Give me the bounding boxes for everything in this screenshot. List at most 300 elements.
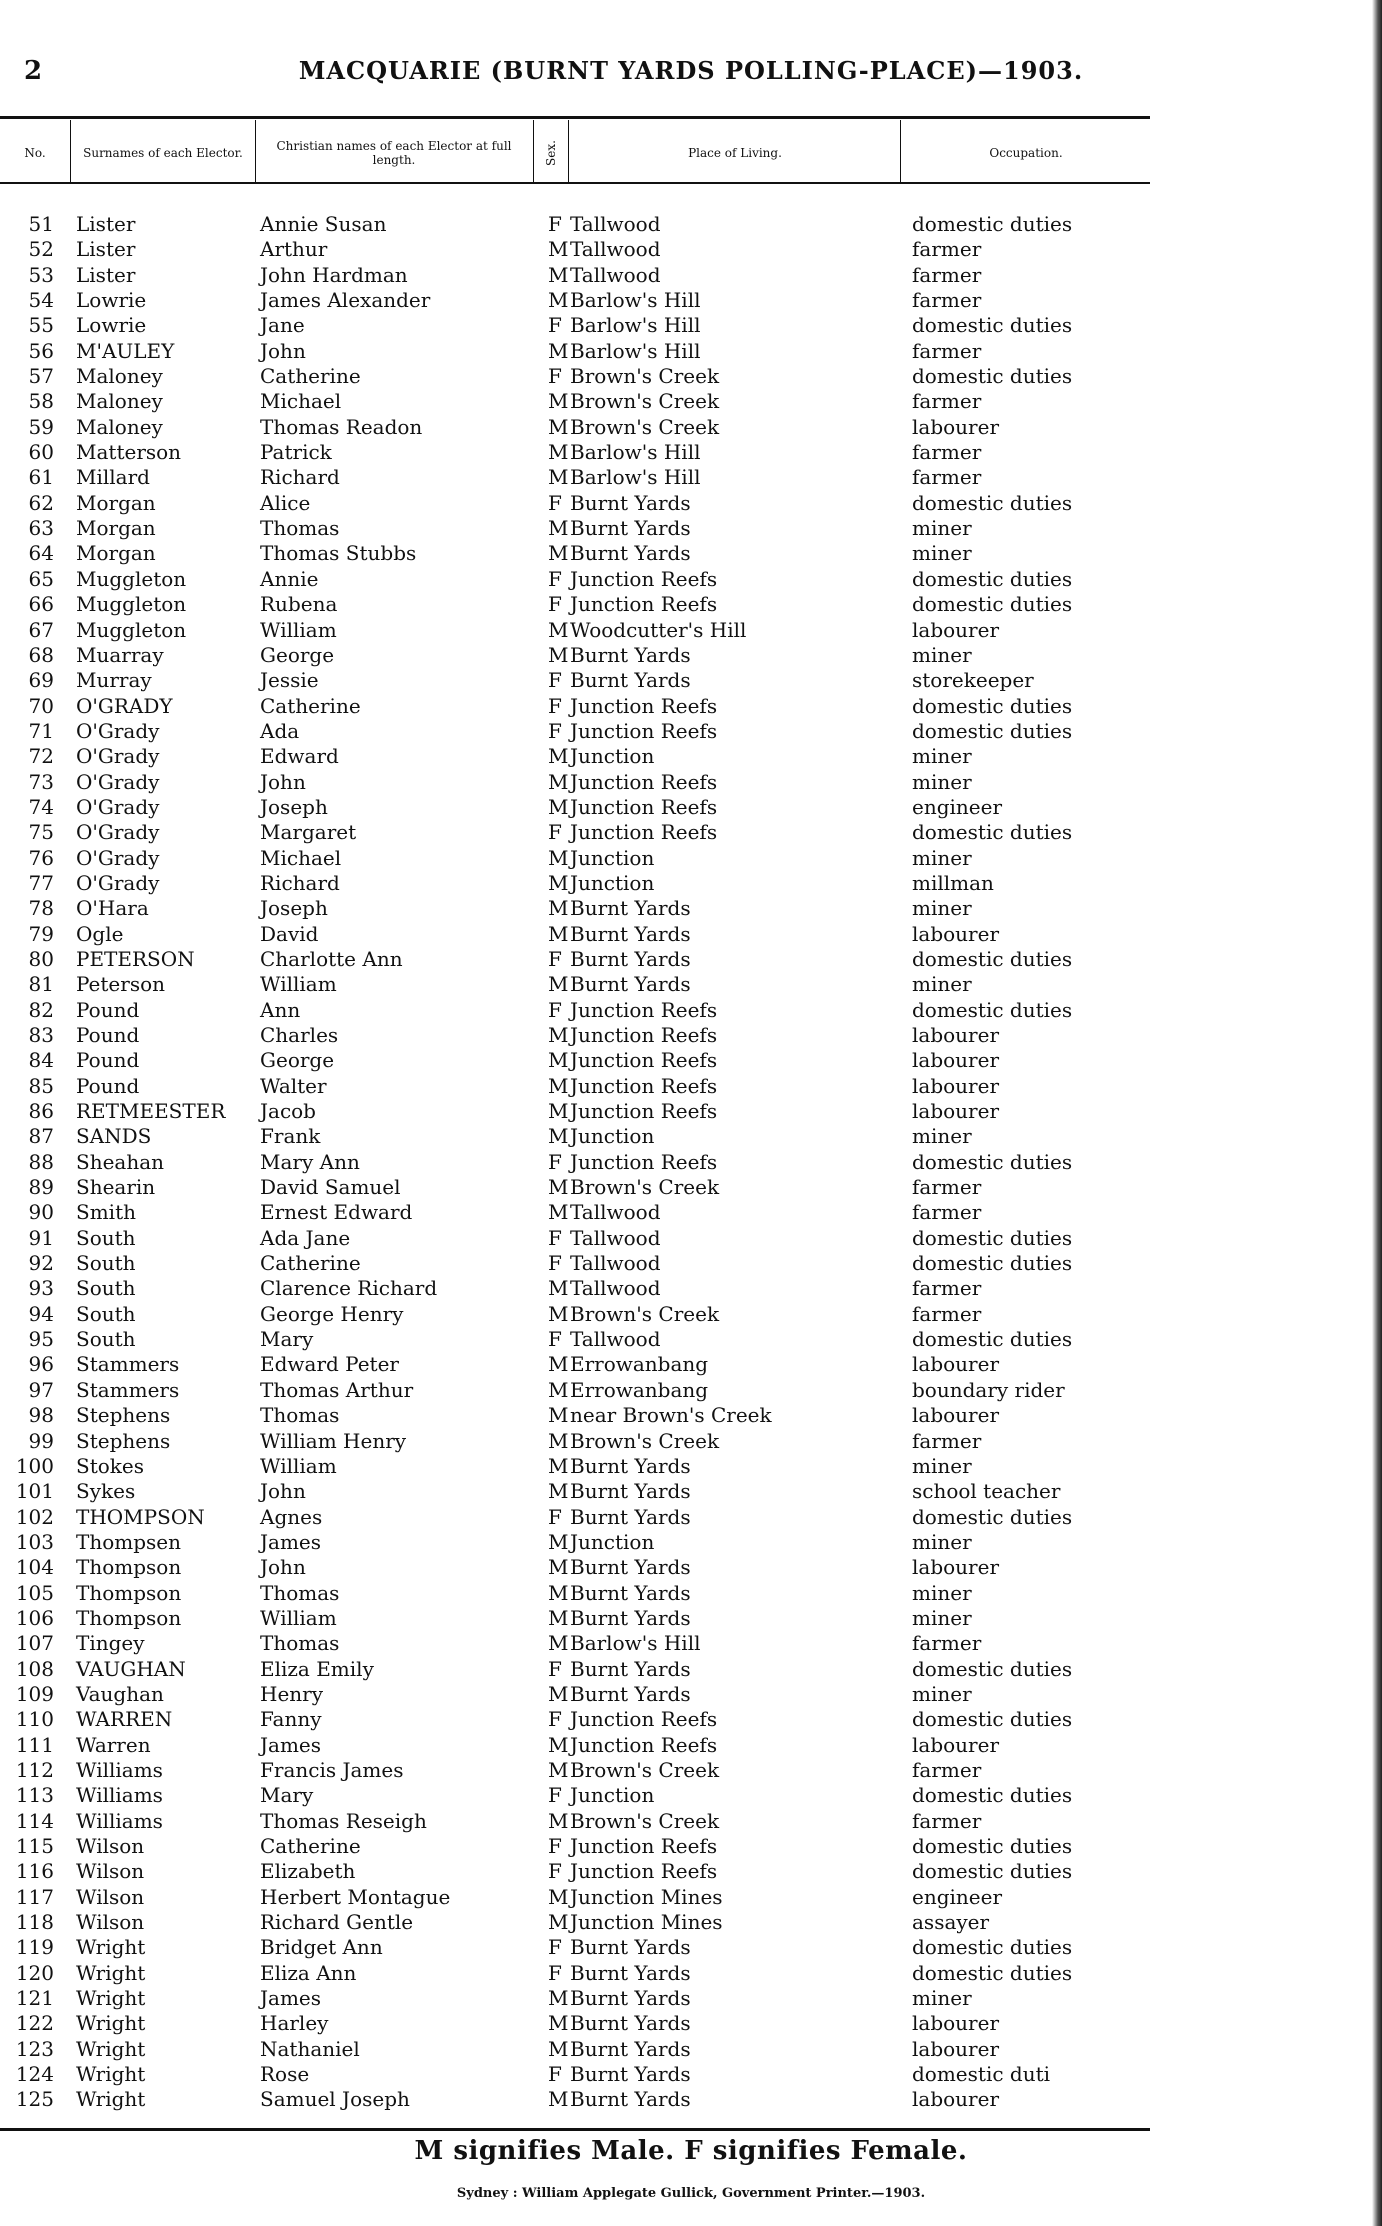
- elector-surname: WARREN: [76, 1707, 173, 1732]
- elector-christian-names: Alice: [260, 490, 311, 515]
- elector-christian-names: Margaret: [260, 820, 357, 845]
- elector-occupation: labourer: [912, 1403, 1000, 1428]
- table-row: [0, 1150, 1150, 1175]
- elector-place-of-living: Junction Reefs: [570, 1099, 718, 1124]
- elector-number: 51: [28, 212, 54, 236]
- elector-surname: Williams: [76, 1757, 163, 1782]
- elector-occupation: miner: [912, 642, 972, 667]
- elector-number: 92: [28, 1251, 54, 1276]
- elector-number: 77: [28, 870, 54, 895]
- elector-sex: F: [548, 1935, 562, 1960]
- elector-number: 117: [15, 1884, 54, 1909]
- elector-sex: M: [548, 870, 569, 895]
- elector-sex: M: [548, 2011, 569, 2036]
- elector-christian-names: Richard: [260, 870, 340, 895]
- table-row: [0, 1809, 1150, 1834]
- elector-christian-names: Thomas Readon: [260, 414, 423, 439]
- elector-sex: M: [548, 414, 569, 439]
- elector-number: 114: [15, 1808, 54, 1833]
- table-row: [0, 1758, 1150, 1783]
- elector-sex: F: [548, 364, 562, 389]
- elector-sex: M: [548, 1403, 569, 1428]
- elector-sex: M: [548, 1276, 569, 1301]
- table-row: [0, 1910, 1150, 1935]
- elector-number: 105: [15, 1580, 54, 1605]
- elector-christian-names: Catherine: [260, 364, 361, 389]
- elector-surname: South: [76, 1301, 136, 1326]
- elector-number: 110: [15, 1707, 54, 1732]
- elector-christian-names: William Henry: [260, 1428, 407, 1453]
- elector-place-of-living: Tallwood: [570, 1327, 661, 1352]
- elector-number: 70: [28, 693, 54, 718]
- elector-occupation: domestic duties: [912, 1783, 1073, 1808]
- elector-sex: M: [548, 617, 569, 642]
- elector-place-of-living: Junction: [570, 1529, 655, 1554]
- table-row: [0, 1175, 1150, 1200]
- elector-christian-names: Richard: [260, 465, 340, 490]
- elector-christian-names: Henry: [260, 1681, 324, 1706]
- elector-number: 104: [15, 1555, 54, 1580]
- elector-place-of-living: Junction Mines: [570, 1884, 723, 1909]
- elector-place-of-living: Junction Reefs: [570, 693, 718, 718]
- elector-surname: Williams: [76, 1783, 163, 1808]
- elector-christian-names: Eliza Ann: [260, 1960, 357, 1985]
- elector-surname: Wright: [76, 1986, 146, 2011]
- elector-place-of-living: Junction: [570, 1124, 655, 1149]
- elector-place-of-living: Burnt Yards: [570, 1986, 691, 2011]
- table-row: [0, 440, 1150, 465]
- elector-christian-names: Fanny: [260, 1707, 322, 1732]
- elector-surname: Tingey: [76, 1631, 145, 1656]
- elector-number: 113: [15, 1783, 54, 1808]
- elector-surname: Matterson: [76, 440, 182, 465]
- elector-surname: Morgan: [76, 541, 156, 566]
- elector-place-of-living: Junction Reefs: [570, 1073, 718, 1098]
- elector-sex: M: [548, 972, 569, 997]
- elector-occupation: miner: [912, 541, 972, 566]
- elector-occupation: domestic duties: [912, 997, 1073, 1022]
- elector-number: 72: [28, 744, 54, 769]
- elector-sex: M: [548, 1986, 569, 2011]
- elector-surname: Wilson: [76, 1884, 145, 1909]
- elector-occupation: miner: [912, 1580, 972, 1605]
- elector-sex: M: [548, 642, 569, 667]
- elector-sex: M: [548, 541, 569, 566]
- elector-christian-names: Thomas: [260, 1580, 340, 1605]
- elector-christian-names: Catherine: [260, 693, 361, 718]
- elector-christian-names: James: [260, 1986, 322, 2011]
- elector-christian-names: Walter: [260, 1073, 327, 1098]
- table-row: [0, 1859, 1150, 1884]
- elector-surname: Stokes: [76, 1453, 144, 1478]
- table-row: [0, 1352, 1150, 1377]
- elector-number: 91: [28, 1225, 54, 1250]
- elector-place-of-living: Burnt Yards: [570, 642, 691, 667]
- table-row: [0, 871, 1150, 896]
- elector-christian-names: Catherine: [260, 1834, 361, 1858]
- elector-occupation: domestic duti: [912, 2062, 1051, 2087]
- elector-christian-names: Ada Jane: [260, 1225, 351, 1250]
- table-row: [0, 1403, 1150, 1428]
- elector-christian-names: Michael: [260, 389, 342, 414]
- elector-place-of-living: Burnt Yards: [570, 516, 691, 541]
- elector-number: 93: [28, 1276, 54, 1301]
- elector-surname: RETMEESTER: [76, 1099, 226, 1124]
- elector-sex: F: [548, 1859, 562, 1884]
- elector-sex: M: [548, 1073, 569, 1098]
- table-row: [0, 896, 1150, 921]
- elector-number: 89: [28, 1175, 54, 1200]
- elector-surname: Lowrie: [76, 288, 147, 313]
- elector-occupation: miner: [912, 1986, 972, 2011]
- table-row: [0, 1479, 1150, 1504]
- elector-surname: Smith: [76, 1200, 136, 1225]
- table-row: [0, 1074, 1150, 1099]
- elector-surname: O'Grady: [76, 870, 160, 895]
- elector-number: 124: [15, 2062, 54, 2087]
- table-row: [0, 1783, 1150, 1808]
- elector-sex: M: [548, 1529, 569, 1554]
- elector-occupation: domestic duties: [912, 1656, 1073, 1681]
- elector-number: 120: [15, 1960, 54, 1985]
- elector-place-of-living: Brown's Creek: [570, 1757, 720, 1782]
- table-row: [0, 263, 1150, 288]
- elector-place-of-living: Tallwood: [570, 212, 661, 236]
- elector-sex: M: [548, 262, 569, 287]
- elector-number: 80: [28, 946, 54, 971]
- elector-occupation: labourer: [912, 1352, 1000, 1377]
- elector-number: 83: [28, 1023, 54, 1047]
- elector-surname: O'Grady: [76, 820, 160, 845]
- elector-occupation: miner: [912, 896, 972, 921]
- elector-sex: M: [548, 1555, 569, 1580]
- table-row: [0, 237, 1150, 262]
- elector-place-of-living: Junction: [570, 1783, 655, 1808]
- elector-number: 66: [28, 592, 54, 617]
- elector-surname: Stephens: [76, 1403, 171, 1428]
- elector-occupation: labourer: [912, 921, 1000, 946]
- elector-occupation: labourer: [912, 1555, 1000, 1580]
- elector-sex: F: [548, 668, 562, 693]
- elector-place-of-living: Junction Reefs: [570, 1023, 718, 1047]
- elector-christian-names: Eliza Emily: [260, 1656, 374, 1681]
- table-top-rule: [0, 116, 1150, 119]
- elector-number: 96: [28, 1352, 54, 1377]
- elector-surname: O'Hara: [76, 896, 149, 921]
- elector-surname: Pound: [76, 997, 140, 1022]
- elector-surname: Wright: [76, 1960, 146, 1985]
- elector-sex: M: [548, 1808, 569, 1833]
- elector-occupation: domestic duties: [912, 490, 1073, 515]
- table-row: [0, 465, 1150, 490]
- elector-place-of-living: Junction: [570, 870, 655, 895]
- elector-place-of-living: Junction Reefs: [570, 592, 718, 617]
- elector-christian-names: Nathaniel: [260, 2036, 360, 2061]
- elector-occupation: labourer: [912, 1073, 1000, 1098]
- elector-place-of-living: Burnt Yards: [570, 1960, 691, 1985]
- elector-surname: South: [76, 1225, 136, 1250]
- elector-occupation: domestic duties: [912, 820, 1073, 845]
- elector-sex: M: [548, 440, 569, 465]
- elector-place-of-living: Junction Reefs: [570, 820, 718, 845]
- elector-christian-names: Richard Gentle: [260, 1910, 414, 1935]
- elector-number: 109: [15, 1681, 54, 1706]
- elector-number: 108: [15, 1656, 54, 1681]
- elector-occupation: labourer: [912, 617, 1000, 642]
- elector-occupation: domestic duties: [912, 1225, 1073, 1250]
- elector-number: 125: [15, 2087, 54, 2112]
- table-row: [0, 1631, 1150, 1656]
- elector-occupation: domestic duties: [912, 1960, 1073, 1985]
- elector-sex: F: [548, 2062, 562, 2087]
- elector-number: 90: [28, 1200, 54, 1225]
- elector-place-of-living: Junction Reefs: [570, 769, 718, 794]
- elector-number: 94: [28, 1301, 54, 1326]
- elector-sex: M: [548, 338, 569, 363]
- elector-occupation: domestic duties: [912, 592, 1073, 617]
- elector-number: 115: [15, 1834, 54, 1858]
- elector-place-of-living: Tallwood: [570, 1225, 661, 1250]
- table-row: [0, 1454, 1150, 1479]
- elector-occupation: farmer: [912, 1631, 982, 1656]
- elector-place-of-living: Junction Reefs: [570, 1834, 718, 1858]
- elector-occupation: miner: [912, 1453, 972, 1478]
- column-divider: [568, 120, 569, 182]
- elector-place-of-living: Barlow's Hill: [570, 313, 701, 338]
- elector-surname: Thompsen: [76, 1529, 182, 1554]
- elector-occupation: domestic duties: [912, 718, 1073, 743]
- elector-sex: M: [548, 516, 569, 541]
- elector-surname: Pound: [76, 1073, 140, 1098]
- elector-surname: VAUGHAN: [76, 1656, 186, 1681]
- elector-christian-names: Joseph: [260, 794, 328, 819]
- table-row: [0, 415, 1150, 440]
- elector-number: 63: [28, 516, 54, 541]
- elector-place-of-living: Junction Reefs: [570, 718, 718, 743]
- elector-sex: M: [548, 288, 569, 313]
- elector-christian-names: Edward Peter: [260, 1352, 399, 1377]
- elector-occupation: labourer: [912, 2011, 1000, 2036]
- elector-place-of-living: Brown's Creek: [570, 364, 720, 389]
- elector-place-of-living: Brown's Creek: [570, 1808, 720, 1833]
- elector-sex: F: [548, 946, 562, 971]
- table-row: [0, 1200, 1150, 1225]
- elector-number: 98: [28, 1403, 54, 1428]
- elector-number: 118: [15, 1910, 54, 1935]
- elector-occupation: miner: [912, 1605, 972, 1630]
- elector-occupation: farmer: [912, 1301, 982, 1326]
- elector-sex: F: [548, 718, 562, 743]
- elector-occupation: labourer: [912, 1023, 1000, 1047]
- table-row: [0, 795, 1150, 820]
- elector-christian-names: Annie: [260, 566, 319, 591]
- elector-occupation: engineer: [912, 794, 1003, 819]
- elector-surname: South: [76, 1327, 136, 1352]
- table-row: [0, 1581, 1150, 1606]
- elector-occupation: domestic duties: [912, 566, 1073, 591]
- elector-surname: Stammers: [76, 1352, 180, 1377]
- elector-place-of-living: Burnt Yards: [570, 2062, 691, 2087]
- elector-sex: M: [548, 744, 569, 769]
- elector-sex: M: [548, 1200, 569, 1225]
- elector-place-of-living: Brown's Creek: [570, 414, 720, 439]
- elector-occupation: millman: [912, 870, 994, 895]
- elector-place-of-living: Burnt Yards: [570, 1453, 691, 1478]
- elector-number: 121: [15, 1986, 54, 2011]
- elector-occupation: miner: [912, 744, 972, 769]
- elector-christian-names: James: [260, 1732, 322, 1757]
- elector-surname: Maloney: [76, 389, 163, 414]
- elector-sex: M: [548, 1605, 569, 1630]
- elector-occupation: farmer: [912, 389, 982, 414]
- elector-number: 76: [28, 845, 54, 870]
- table-row: [0, 313, 1150, 338]
- elector-number: 99: [28, 1428, 54, 1453]
- table-row: [0, 1707, 1150, 1732]
- table-row: [0, 1124, 1150, 1149]
- header-sex-label: Sex.: [544, 140, 558, 166]
- elector-occupation: domestic duties: [912, 212, 1073, 236]
- elector-occupation: farmer: [912, 262, 982, 287]
- elector-occupation: domestic duties: [912, 1935, 1073, 1960]
- elector-occupation: labourer: [912, 1048, 1000, 1073]
- elector-number: 69: [28, 668, 54, 693]
- elector-christian-names: Thomas: [260, 1631, 340, 1656]
- elector-place-of-living: Junction Reefs: [570, 1149, 718, 1174]
- table-row: [0, 2011, 1150, 2036]
- elector-number: 57: [28, 364, 54, 389]
- table-row: [0, 1505, 1150, 1530]
- elector-occupation: farmer: [912, 1428, 982, 1453]
- table-row: [0, 1302, 1150, 1327]
- elector-surname: Williams: [76, 1808, 163, 1833]
- elector-number: 54: [28, 288, 54, 313]
- elector-christian-names: John: [260, 1479, 306, 1504]
- page-number: 2: [24, 56, 43, 86]
- elector-occupation: miner: [912, 1529, 972, 1554]
- elector-occupation: farmer: [912, 1175, 982, 1200]
- elector-christian-names: Edward: [260, 744, 339, 769]
- table-row: [0, 389, 1150, 414]
- elector-christian-names: Rose: [260, 2062, 310, 2087]
- elector-christian-names: Jane: [260, 313, 305, 338]
- elector-surname: THOMPSON: [76, 1504, 205, 1529]
- elector-christian-names: Arthur: [260, 237, 328, 262]
- elector-place-of-living: Woodcutter's Hill: [570, 617, 747, 642]
- elector-surname: O'Grady: [76, 718, 160, 743]
- elector-surname: Wright: [76, 2036, 146, 2061]
- elector-surname: Lister: [76, 212, 136, 236]
- column-divider: [70, 120, 71, 182]
- table-row: [0, 364, 1150, 389]
- elector-surname: Wilson: [76, 1859, 145, 1884]
- elector-sex: M: [548, 1884, 569, 1909]
- elector-sex: F: [548, 1251, 562, 1276]
- elector-christian-names: Clarence Richard: [260, 1276, 438, 1301]
- elector-christian-names: Catherine: [260, 1251, 361, 1276]
- elector-christian-names: Annie Susan: [260, 212, 387, 236]
- elector-sex: M: [548, 1681, 569, 1706]
- elector-christian-names: James: [260, 1529, 322, 1554]
- elector-occupation: domestic duties: [912, 1149, 1073, 1174]
- elector-place-of-living: Burnt Yards: [570, 896, 691, 921]
- elector-sex: M: [548, 921, 569, 946]
- table-row: [0, 1733, 1150, 1758]
- elector-number: 95: [28, 1327, 54, 1352]
- elector-sex: M: [548, 465, 569, 490]
- elector-number: 106: [15, 1605, 54, 1630]
- elector-occupation: domestic duties: [912, 1327, 1073, 1352]
- table-row: [0, 1378, 1150, 1403]
- elector-number: 68: [28, 642, 54, 667]
- elector-number: 116: [15, 1859, 54, 1884]
- elector-sex: M: [548, 1453, 569, 1478]
- elector-sex: F: [548, 490, 562, 515]
- elector-place-of-living: Junction Reefs: [570, 1707, 718, 1732]
- elector-sex: M: [548, 1479, 569, 1504]
- elector-place-of-living: Burnt Yards: [570, 972, 691, 997]
- elector-christian-names: Mary: [260, 1327, 314, 1352]
- elector-christian-names: Michael: [260, 845, 342, 870]
- elector-sex: M: [548, 896, 569, 921]
- elector-christian-names: Ernest Edward: [260, 1200, 413, 1225]
- elector-place-of-living: Burnt Yards: [570, 490, 691, 515]
- elector-surname: Wright: [76, 2062, 146, 2087]
- elector-place-of-living: Barlow's Hill: [570, 288, 701, 313]
- elector-occupation: assayer: [912, 1910, 990, 1935]
- elector-sex: M: [548, 1352, 569, 1377]
- elector-place-of-living: Burnt Yards: [570, 2011, 691, 2036]
- elector-number: 103: [15, 1529, 54, 1554]
- elector-christian-names: Herbert Montague: [260, 1884, 451, 1909]
- elector-number: 86: [28, 1099, 54, 1124]
- elector-christian-names: Thomas: [260, 516, 340, 541]
- elector-surname: Pound: [76, 1023, 140, 1047]
- elector-occupation: miner: [912, 972, 972, 997]
- table-row: [0, 1834, 1150, 1859]
- elector-place-of-living: Burnt Yards: [570, 1555, 691, 1580]
- table-row: [0, 491, 1150, 516]
- elector-number: 101: [15, 1479, 54, 1504]
- elector-surname: Maloney: [76, 414, 163, 439]
- elector-number: 71: [28, 718, 54, 743]
- table-row: [0, 1986, 1150, 2011]
- elector-occupation: miner: [912, 845, 972, 870]
- elector-place-of-living: Tallwood: [570, 237, 661, 262]
- elector-place-of-living: Errowanbang: [570, 1377, 709, 1402]
- elector-sex: F: [548, 1656, 562, 1681]
- elector-occupation: storekeeper: [912, 668, 1034, 693]
- elector-sex: M: [548, 769, 569, 794]
- elector-christian-names: Thomas Stubbs: [260, 541, 417, 566]
- elector-sex: M: [548, 845, 569, 870]
- elector-number: 64: [28, 541, 54, 566]
- elector-occupation: farmer: [912, 1276, 982, 1301]
- table-row: [0, 719, 1150, 744]
- elector-occupation: farmer: [912, 288, 982, 313]
- elector-surname: Thompson: [76, 1555, 182, 1580]
- elector-number: 79: [28, 921, 54, 946]
- elector-place-of-living: Burnt Yards: [570, 1935, 691, 1960]
- elector-number: 55: [28, 313, 54, 338]
- elector-surname: O'Grady: [76, 794, 160, 819]
- elector-number: 123: [15, 2036, 54, 2061]
- elector-surname: O'Grady: [76, 744, 160, 769]
- elector-surname: SANDS: [76, 1124, 152, 1149]
- elector-place-of-living: Junction Reefs: [570, 997, 718, 1022]
- elector-sex: M: [548, 1301, 569, 1326]
- elector-surname: Murray: [76, 668, 152, 693]
